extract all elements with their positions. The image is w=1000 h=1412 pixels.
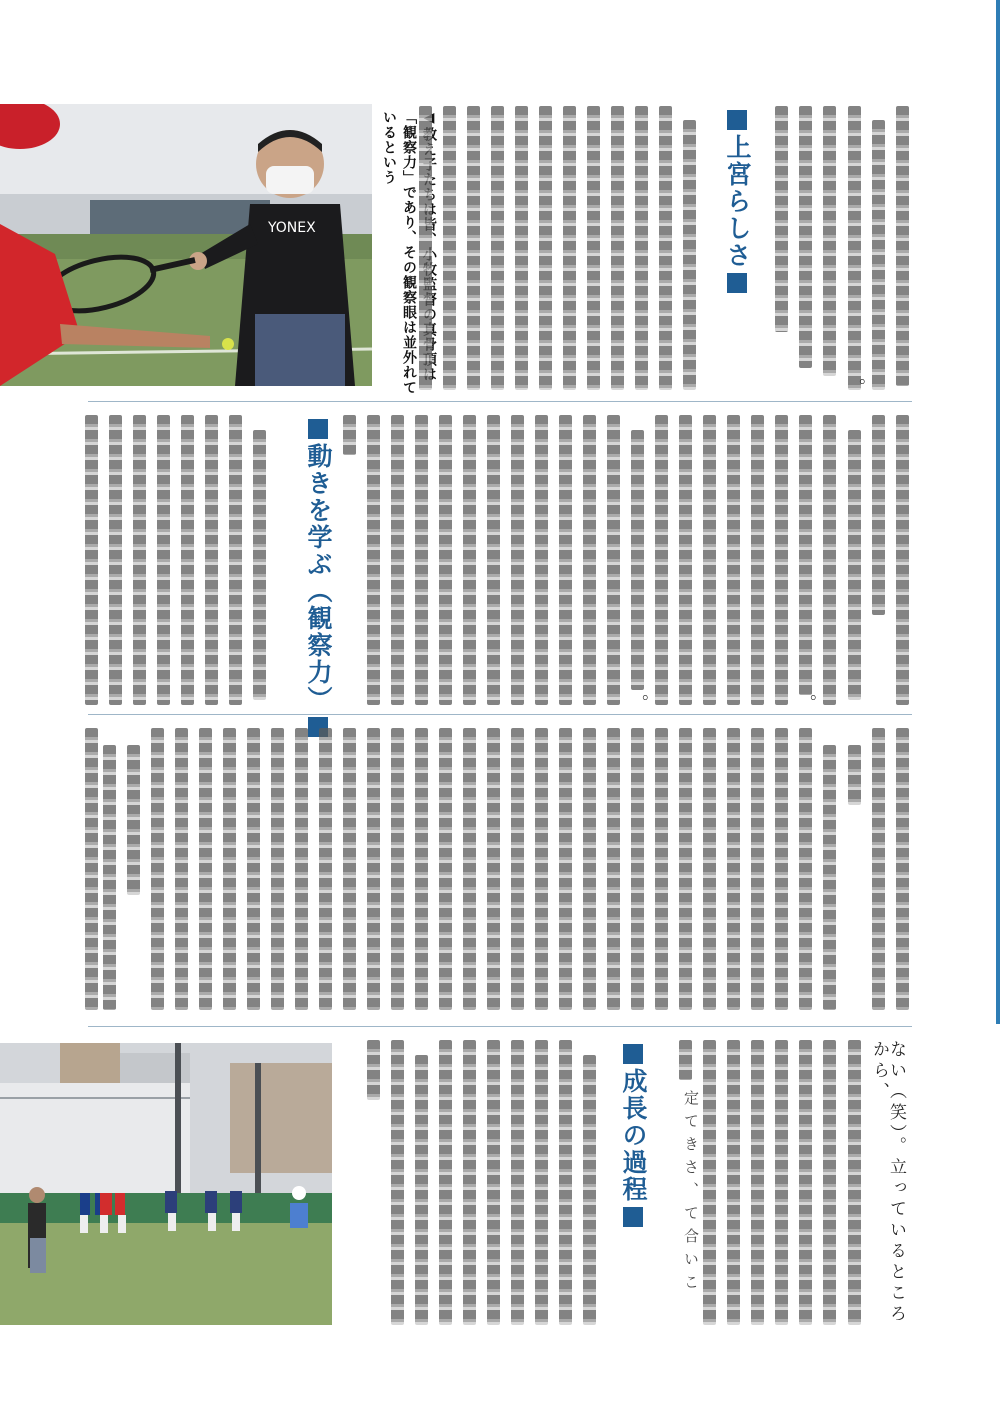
shirt-logo-text: YONEX bbox=[268, 220, 316, 236]
top-photo-caption: 「観察力」であり、その観察眼は並外れているという bbox=[381, 110, 417, 395]
section-divider bbox=[88, 401, 912, 402]
heading-marker bbox=[308, 419, 328, 439]
training-photo bbox=[0, 1043, 332, 1325]
sentence-end: 。 bbox=[796, 694, 816, 715]
heading-marker bbox=[727, 110, 747, 130]
visible-char-fragment: 定てきさ、て合いこ bbox=[682, 1090, 700, 1297]
section-divider bbox=[88, 714, 912, 715]
coach-photo bbox=[0, 104, 372, 386]
visible-text-fragment: ない（笑）。立っているところから、 bbox=[869, 1040, 906, 1326]
heading-marker bbox=[623, 1044, 643, 1064]
section-divider bbox=[88, 1026, 912, 1027]
heading-uenomiya: 上宮らしさ bbox=[722, 106, 752, 297]
heading-growth: 成長の過程 bbox=[618, 1040, 648, 1231]
page-edge-bar bbox=[996, 0, 1000, 1024]
heading-marker bbox=[623, 1207, 643, 1227]
sentence-end: 。 bbox=[628, 694, 648, 715]
sentence-end: 。 bbox=[845, 378, 865, 399]
heading-marker bbox=[727, 273, 747, 293]
heading-observation: 動きを学ぶ（観察力） bbox=[303, 415, 333, 741]
